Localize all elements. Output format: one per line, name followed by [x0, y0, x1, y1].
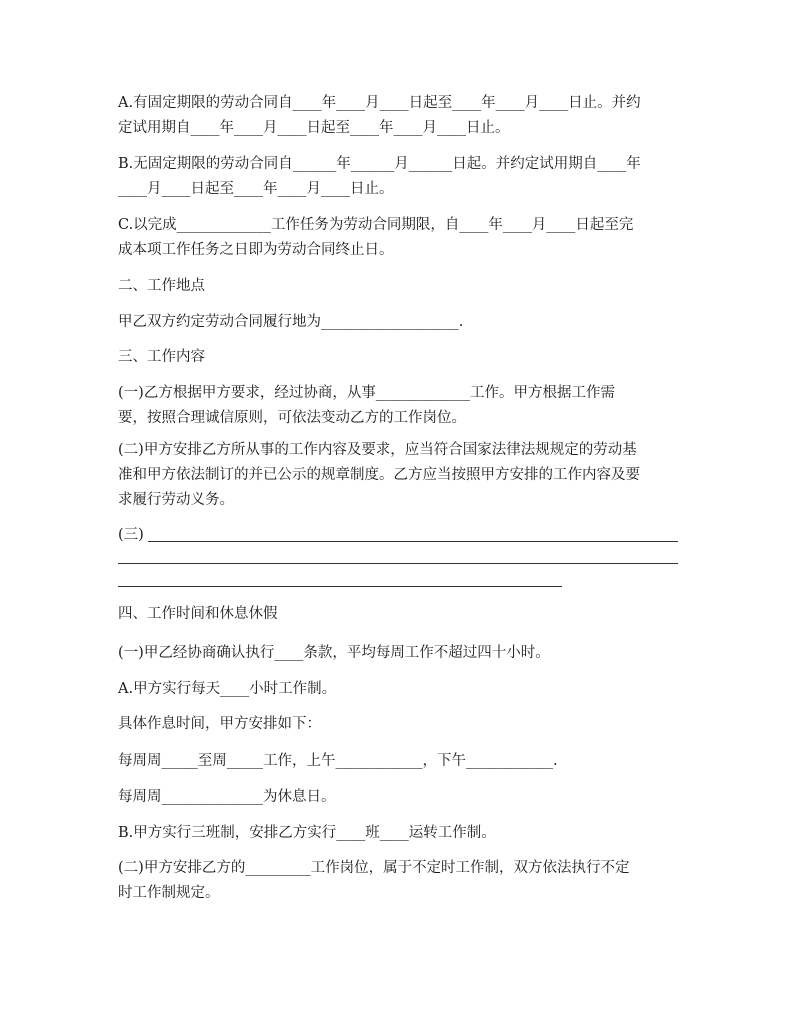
item-2-line-2: 准和甲方依法制订的并已公示的规章制度。乙方应当按照甲方安排的工作内容及要: [118, 467, 640, 483]
item-1-line-2: 要，按照合理诚信原则，可依法变动乙方的工作岗位。: [118, 410, 466, 426]
clause-b-line-2: ____月____日起至____年____月____日止。: [118, 181, 394, 197]
section-4-option-b: B.甲方实行三班制，安排乙方实行____班____运转工作制。: [118, 825, 496, 841]
item-1-line-1: (一)乙方根据甲方要求，经过协商，从事_____________工作。甲方根据工作需: [118, 385, 616, 401]
section-2-text: 甲乙双方约定劳动合同履行地为___________________.: [118, 314, 464, 330]
section-4-item-2-line-2: 时工作制规定。: [118, 885, 220, 901]
item-3-fill-line-1: [148, 541, 678, 542]
clause-c-line-2: 成本项工作任务之日即为劳动合同终止日。: [118, 242, 394, 258]
item-2-line-3: 求履行劳动义务。: [118, 492, 234, 508]
item-3-fill-line-2: [118, 563, 678, 564]
item-2-line-1: (二)甲方安排乙方所从事的工作内容及要求，应当符合国家法律法规规定的劳动基: [118, 442, 637, 458]
section-2-title: 二、工作地点: [118, 278, 205, 294]
section-4-weekly-hours: 每周周_____至周_____工作，上午____________，下午____________.: [118, 753, 558, 769]
clause-c-line-1: C.以完成_____________工作任务为劳动合同期限，自____年____月____日起至完: [118, 217, 634, 233]
section-4-rest-days: 每周周______________为休息日。: [118, 789, 336, 805]
section-4-title: 四、工作时间和休息休假: [118, 606, 278, 622]
item-3-label: (三): [118, 527, 144, 543]
section-4-item-2-line-1: (二)甲方安排乙方的_________工作岗位，属于不定时工作制，双方依法执行不定: [118, 860, 630, 876]
clause-b-line-1: B.无固定期限的劳动合同自______年______月______日起。并约定试用期自____年: [118, 156, 641, 172]
clause-a-line-1: A.有固定期限的劳动合同自____年____月____日起至____年____月____日止。并约: [118, 95, 641, 111]
section-4-option-a: A.甲方实行每天____小时工作制。: [118, 681, 337, 697]
section-3-title: 三、工作内容: [118, 349, 205, 365]
section-4-schedule-intro: 具体作息时间，甲方安排如下：: [118, 716, 321, 732]
clause-a-line-2: 定试用期自____年____月____日起至____年____月____日止。: [118, 120, 510, 136]
section-4-item-1: (一)甲乙经协商确认执行____条款，平均每周工作不超过四十小时。: [118, 645, 550, 661]
item-3-fill-line-3: [118, 586, 562, 587]
